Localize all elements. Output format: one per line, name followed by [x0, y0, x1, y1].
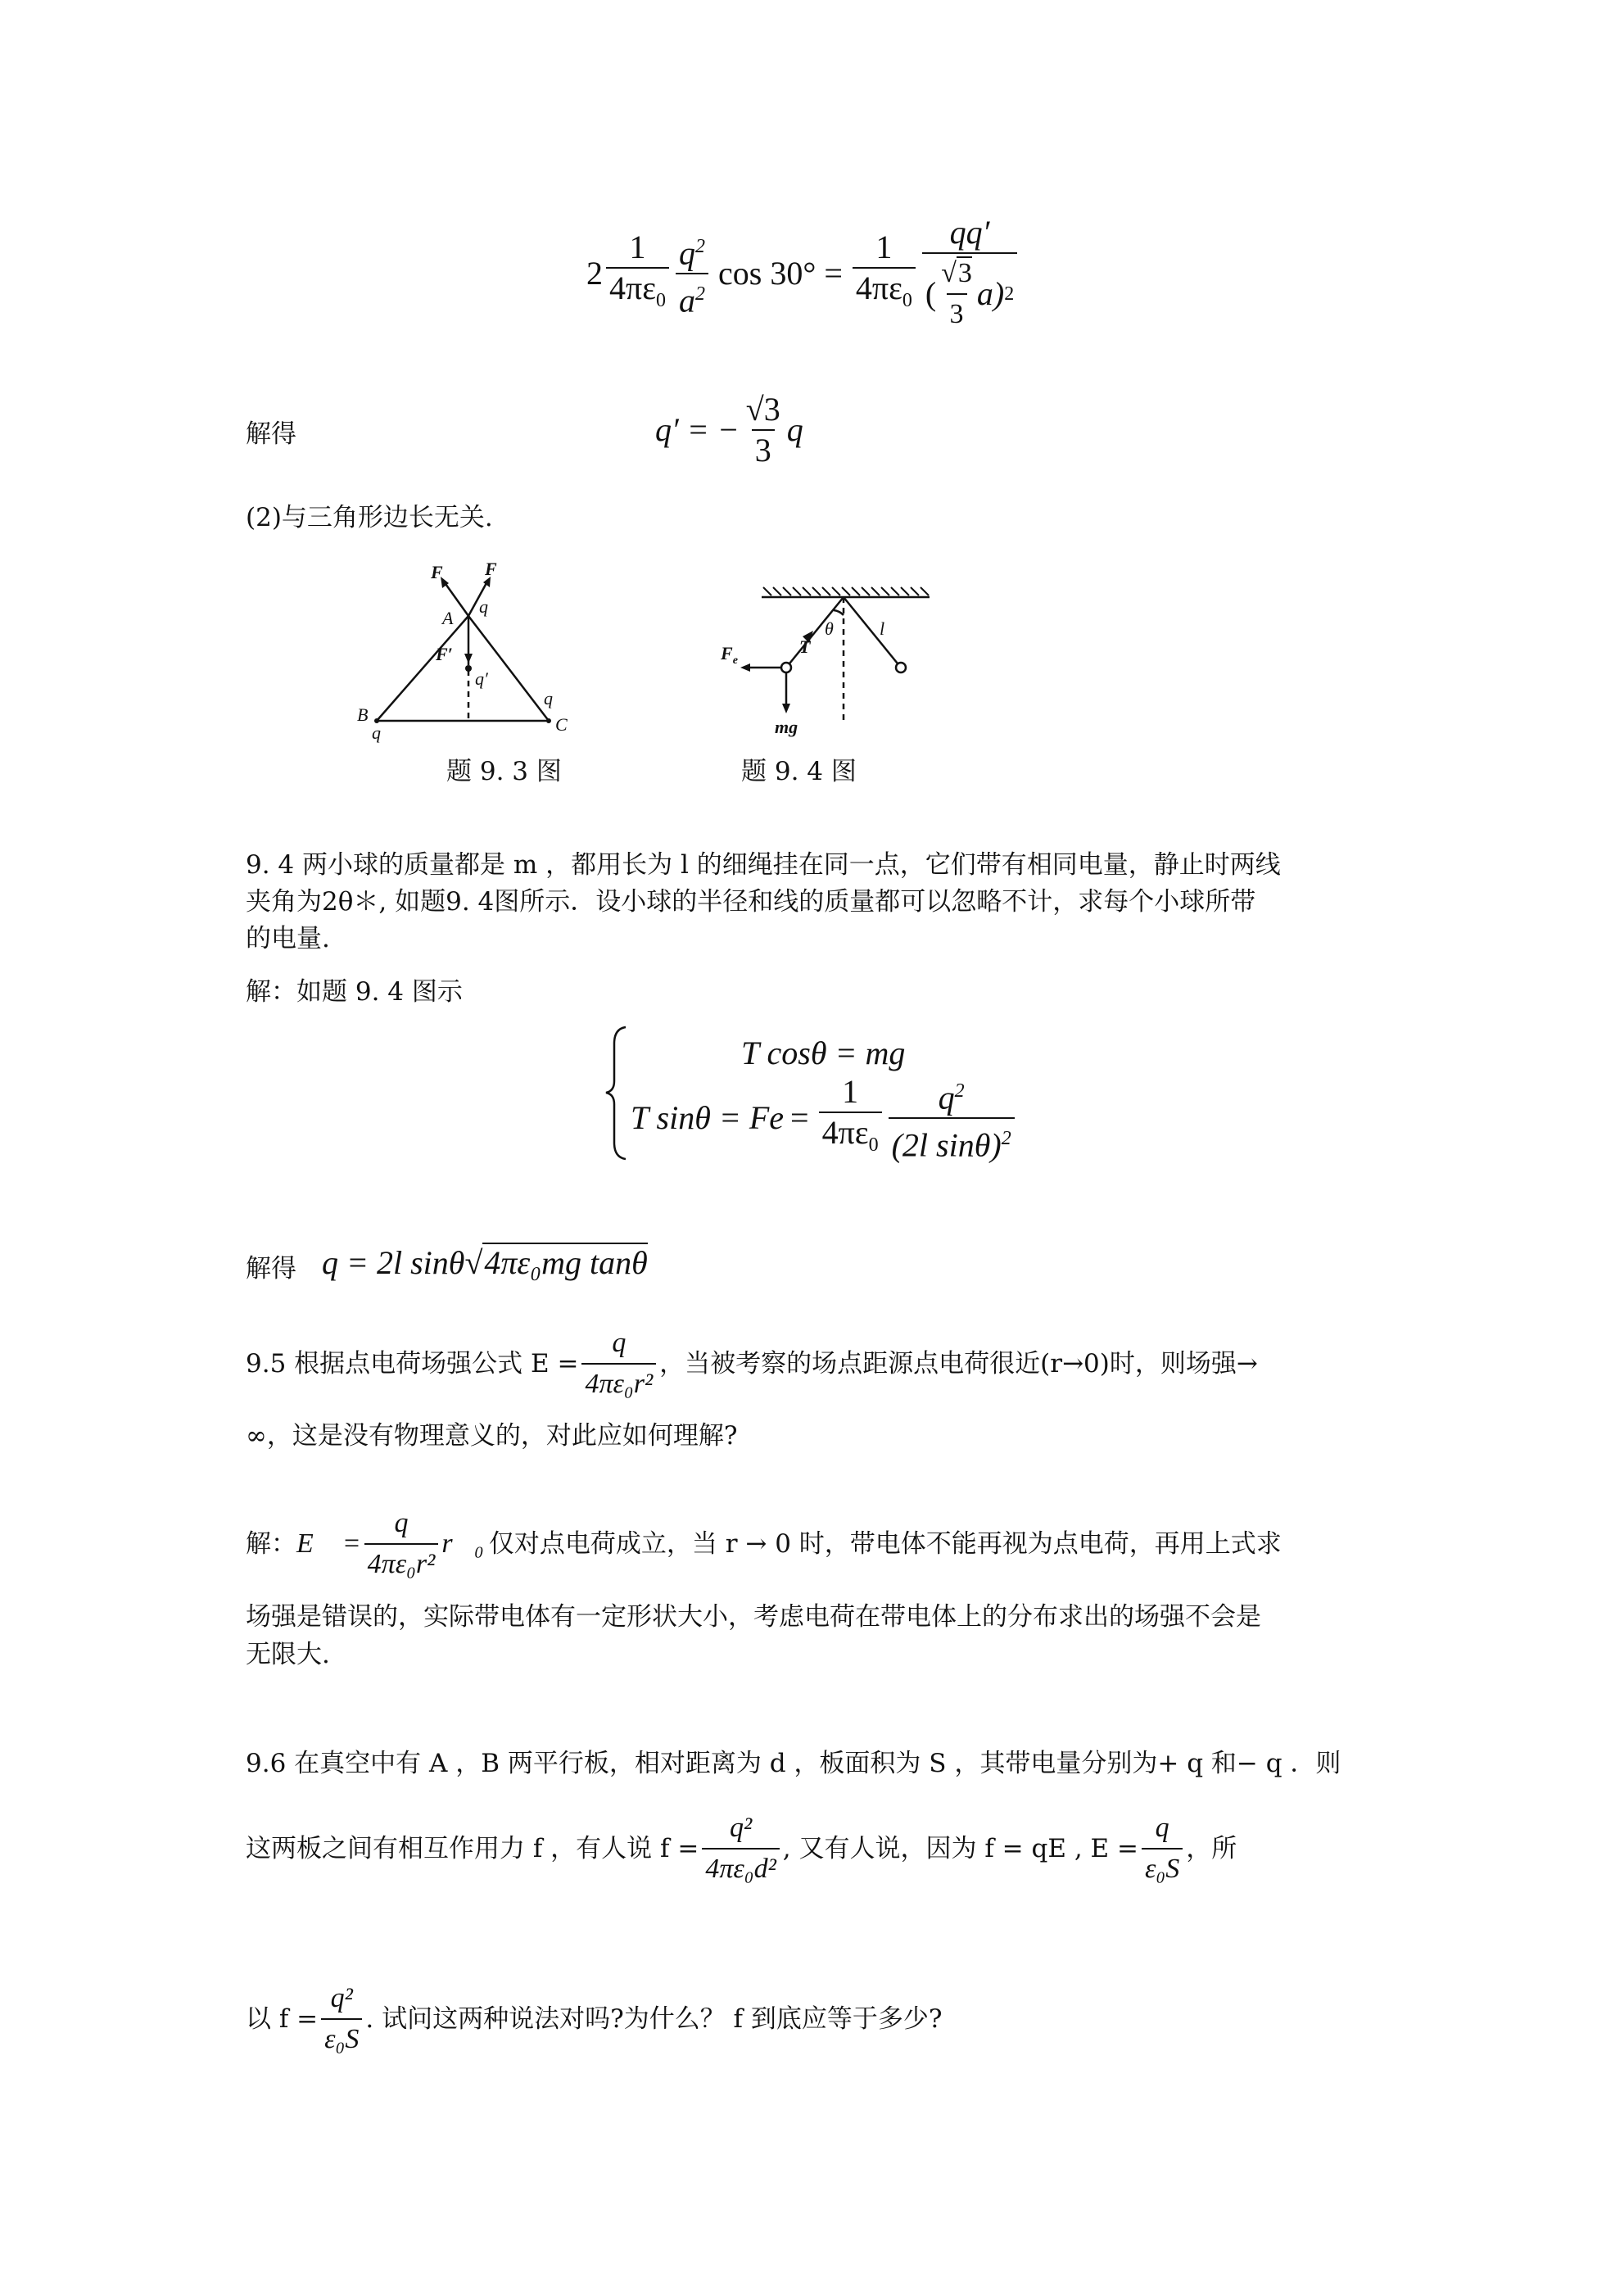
caption-9-4: 题 9. 4 图 — [741, 757, 857, 786]
p95-line-3: 场强是错误的，实际带电体有一定形状大小，考虑电荷在带电体上的分布求出的场强不会是 — [246, 1602, 1261, 1632]
label-l: l — [880, 618, 885, 639]
string-left — [786, 597, 844, 668]
p94-line-1: 9. 4 两小球的质量都是 m ，都用长为 l 的细绳挂在同一点，它们带有相同电量，静止时两线 — [246, 850, 1281, 880]
label-T: T — [799, 636, 811, 657]
label-qC: q — [544, 688, 553, 709]
solve1-equation: q′ = − $\frac{√3}{3}$ q — [655, 391, 803, 469]
solve1-label: 解得 — [246, 419, 296, 449]
system-brace — [604, 1026, 629, 1161]
label-qB: q — [372, 722, 381, 743]
equation-1 — [586, 215, 1020, 333]
figure-9-4 — [721, 586, 934, 741]
label-C: C — [555, 714, 568, 735]
ball-right — [896, 663, 906, 672]
theta-arc — [834, 610, 844, 615]
p96-line-3: 以 f = $\frac{\text{q²}}{\text{ε₀S}}$ . 试问这两种说法对吗?为什么？ f 到底应等于多少? — [246, 1981, 943, 2058]
p94-solution: 解：如题 9. 4 图示 — [246, 977, 463, 1007]
label-Fprime: F′ — [436, 644, 453, 664]
eq1-frac-1: $\frac{1}{4\pi\varepsilon_0}$ — [606, 229, 669, 319]
label-qprime: q′ — [475, 668, 488, 689]
p94-line-2: 夹角为2θ＊, 如题9. 4图所示．设小球的半径和线的质量都可以忽略不计，求每个小球所带 — [246, 887, 1256, 917]
system-eq-1: T cosθ = mg — [741, 1035, 906, 1071]
label-theta: θ — [825, 618, 834, 639]
p94-line-3: 的电量. — [246, 924, 330, 953]
eq1-frac-4: qq′ ( $\frac{√3}{3}$ a) 2 — [922, 215, 1017, 333]
p96-line-2: 这两板之间有相互作用力 f ，有人说 f = $\frac{\text{q²}}{\text{4πε₀d²}}$ , 又有人说，因为 f = qE , E = $\frac{q}{\text{ε₀S}}$ ，所 — [246, 1810, 1237, 1887]
label-A: A — [442, 608, 454, 628]
p94-result: q = 2l sinθ√4πε₀mg tanθ — [322, 1244, 648, 1281]
p95-solution: 解： E⃗ = $\frac{q}{\text{4πε₀r²}}$ r⃗₀ 仅对点电荷成立，当 r → 0 时，带电体不能再视为点电荷，再用上式求 — [246, 1505, 1282, 1582]
eq1-coef: 2 — [586, 255, 603, 292]
system-eq-2: T sinθ = F e = $\frac{1}{4\pi\varepsilon_0}$ $\frac{q^2}{(2l \sin\theta)^2}$ — [631, 1073, 1018, 1164]
eq1-frac-2: $\frac{q^2}{a^2}$ — [676, 229, 708, 319]
string-right — [844, 597, 901, 668]
eq1-frac-3: $\frac{1}{4\pi\varepsilon_0}$ — [853, 229, 916, 319]
label-qA: q — [479, 596, 488, 617]
label-Fe: $F_e$ — [721, 643, 738, 667]
eq1-cos: cos 30° = — [718, 255, 843, 292]
label-F2: F — [485, 559, 497, 579]
caption-9-3: 题 9. 3 图 — [446, 757, 562, 786]
label-mg: mg — [775, 717, 798, 737]
ball-left — [781, 663, 791, 672]
figure-9-3 — [352, 557, 590, 745]
p94-result-label: 解得 — [246, 1254, 296, 1284]
side-ab — [377, 616, 468, 721]
p95-line-1: 9.5 根据点电荷场强公式 E = $\frac{q}{\text{4πε₀r²}}$ ，当被考察的场点距源点电荷很近(r→0)时，则场强→ — [246, 1325, 1258, 1402]
label-B: B — [357, 704, 369, 725]
part2-text: (2)与三角形边长无关. — [246, 503, 493, 532]
p95-line-2: ∞，这是没有物理意义的，对此应如何理解? — [246, 1421, 738, 1451]
ceiling-hatch — [763, 587, 929, 595]
label-F1: F — [431, 562, 443, 582]
p95-line-4: 无限大. — [246, 1640, 330, 1669]
p96-line-1: 9.6 在真空中有 A ，B 两平行板，相对距离为 d ，板面积为 S ，其带电量分别为+ q 和− q ．则 — [246, 1749, 1341, 1778]
